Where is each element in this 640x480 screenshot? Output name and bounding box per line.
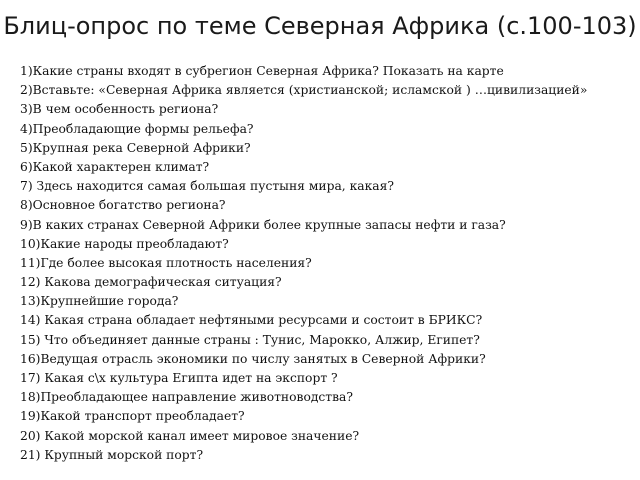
question-item: 5)Крупная река Северной Африки? (20, 140, 251, 155)
question-item: 10)Какие народы преобладают? (20, 236, 229, 251)
question-item: 12) Какова демографическая ситуация? (20, 275, 282, 290)
question-item: 6)Какой характерен климат? (20, 159, 210, 174)
slide-title: Блиц-опрос по теме Северная Африка (с.100-103) (3, 12, 637, 40)
question-item: 19)Какой транспорт преобладает? (20, 409, 245, 424)
question-item: 15) Что объединяет данные страны : Тунис, Марокко, Алжир, Египет? (20, 332, 480, 347)
question-item: 2)Вставьте: «Северная Африка является (христианской; исламской ) …цивилизацией» (20, 83, 588, 98)
question-item: 13)Крупнейшие города? (20, 294, 179, 309)
question-item: 17) Какая с\х культура Египта идет на экспорт ? (20, 371, 338, 385)
question-item: 3)В чем особенность региона? (20, 102, 219, 117)
question-item: 16)Ведущая отрасль экономики по числу занятых в Северной Африки? (20, 351, 486, 366)
question-item: 1)Какие страны входят в субрегион Северная Африка? Показать на карте (20, 64, 504, 78)
question-item: 11)Где более высокая плотность населения? (20, 255, 312, 270)
question-list (20, 62, 635, 465)
question-item: 21) Крупный морской порт? (20, 447, 204, 462)
question-item: 20) Какой морской канал имеет мировое значение? (20, 428, 360, 443)
question-item: 18)Преобладающее направление животноводства? (20, 390, 353, 405)
question-item: 14) Какая страна обладает нефтяными ресурсами и состоит в БРИКС? (20, 313, 483, 328)
question-item: 8)Основное богатство региона? (20, 198, 226, 213)
question-item: 7) Здесь находится самая большая пустыня мира, какая? (20, 179, 394, 194)
question-item: 9)В каких странах Северной Африки более крупные запасы нефти и газа? (20, 217, 506, 232)
question-item: 4)Преобладающие формы рельефа? (20, 121, 254, 136)
